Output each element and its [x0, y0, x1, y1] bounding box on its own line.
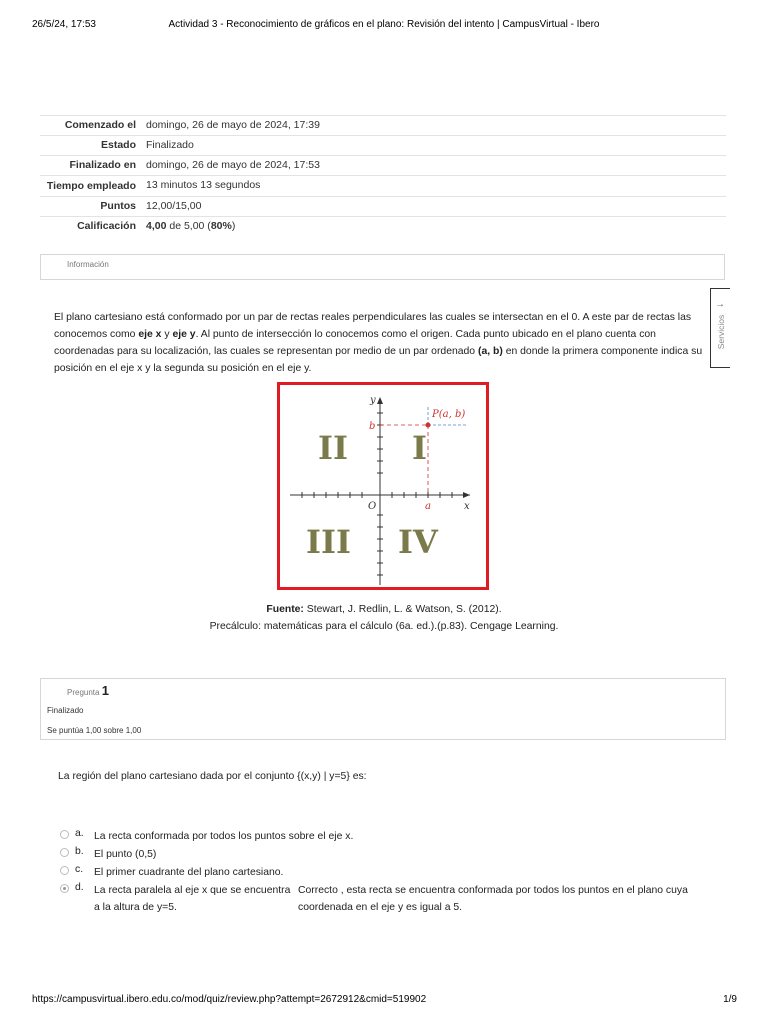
arrow-right-icon: →	[715, 299, 725, 310]
caption-line-2: Precálculo: matemáticas para el cálculo (6a. ed.).(p.83). Cengage Learning.	[209, 621, 559, 632]
summary-value: 13 minutos 13 segundos	[142, 176, 726, 197]
question-info-box	[40, 678, 726, 740]
answer-option-c[interactable]	[60, 864, 720, 882]
answer-feedback: Correcto , esta recta se encuentra conformada por todos los puntos en el plano cuya coordenada en el eje y es igual a 5.	[298, 885, 688, 913]
point-p	[426, 423, 431, 428]
answer-option-d[interactable]	[60, 882, 720, 918]
grade-close: )	[231, 220, 236, 232]
print-url: https://campusvirtual.ibero.edu.co/mod/quiz/review.php?attempt=2672912&cmid=519902	[32, 994, 427, 1005]
summary-key: Tiempo empleado	[40, 176, 142, 197]
services-tab[interactable]	[710, 288, 730, 368]
answer-letter: c.	[75, 864, 84, 875]
question-state: Finalizado	[47, 706, 84, 715]
figure-caption	[0, 601, 768, 635]
summary-row	[40, 176, 726, 197]
x-axis-arrow	[463, 492, 470, 498]
answer-text: El primer cuadrante del plano cartesiano.	[94, 867, 284, 878]
summary-key: Puntos	[40, 197, 142, 217]
answer-option-b[interactable]	[60, 846, 720, 864]
x-axis-label: x	[464, 501, 470, 512]
point-p-label: P(a, b)	[432, 409, 466, 420]
services-label: Servicios	[716, 314, 726, 350]
summary-value-grade	[142, 217, 726, 237]
answer-option-a[interactable]	[60, 828, 720, 846]
summary-key: Estado	[40, 136, 142, 156]
summary-key: Finalizado en	[40, 156, 142, 176]
quadrant-ii-label: II	[318, 429, 348, 467]
summary-row	[40, 217, 726, 237]
grade-percent: 80%	[210, 220, 232, 232]
answer-letter: a.	[75, 828, 84, 839]
print-page-title: Actividad 3 - Reconocimiento de gráficos en el plano: Revisión del intento | CampusVirtual - Ibero	[168, 19, 600, 30]
summary-row	[40, 116, 726, 136]
question-grade: Se puntúa 1,00 sobre 1,00	[47, 726, 142, 735]
summary-row	[40, 197, 726, 217]
caption-line-1: Stewart, J. Redlin, L. & Watson, S. (2012).	[303, 604, 502, 615]
grade-max: de 5,00 (	[166, 220, 211, 232]
answer-text: La recta conformada por todos los puntos sobre el eje x.	[94, 831, 354, 842]
y-axis-label: y	[370, 395, 376, 406]
cartesian-plane-svg	[280, 385, 486, 587]
summary-value: 12,00/15,00	[142, 197, 726, 217]
answer-list	[60, 828, 720, 918]
origin-label: O	[368, 501, 377, 512]
summary-row	[40, 156, 726, 176]
radio-button[interactable]	[60, 830, 69, 839]
answer-text: El punto (0,5)	[94, 849, 157, 860]
quadrant-i-label: I	[412, 429, 427, 467]
information-box	[40, 254, 725, 280]
radio-button[interactable]	[60, 866, 69, 875]
question-number: Pregunta 1	[67, 683, 109, 698]
y-axis-arrow	[377, 397, 383, 404]
attempt-summary-table	[40, 115, 726, 236]
radio-button[interactable]	[60, 848, 69, 857]
answer-letter: d.	[75, 882, 84, 893]
summary-row	[40, 136, 726, 156]
a-label: a	[425, 501, 431, 512]
cartesian-plane-figure	[277, 382, 489, 590]
information-label: Información	[67, 260, 109, 269]
print-page-number: 1/9	[723, 994, 737, 1005]
summary-value: domingo, 26 de mayo de 2024, 17:53	[142, 156, 726, 176]
answer-text: La recta paralela al eje x que se encuentra a la altura de y=5.	[94, 885, 291, 913]
grade-value: 4,00	[146, 220, 167, 232]
summary-key: Comenzado el	[40, 116, 142, 136]
quadrant-iv-label: IV	[398, 523, 438, 561]
quadrant-iii-label: III	[306, 523, 351, 561]
intro-paragraph: El plano cartesiano está conformado por un par de rectas reales perpendiculares las cuales se intersectan en el 0. A este par de rectas las conocemos como eje x y eje y. Al punto de intersección lo conocemos como el origen. Cada punto ubicado en el plano cuenta con coordenadas para su localización, las cuales se representan por medio de un par ordenado (a, b) en donde la primera componente indica su posición en el eje x y la segunda su posición en el eje y.	[54, 312, 703, 374]
print-date: 26/5/24, 17:53	[32, 19, 96, 30]
radio-button-selected[interactable]	[60, 884, 69, 893]
question-text: La región del plano cartesiano dada por el conjunto {(x,y) | y=5} es:	[58, 771, 367, 782]
summary-key: Calificación	[40, 217, 142, 237]
summary-value: Finalizado	[142, 136, 726, 156]
summary-value: domingo, 26 de mayo de 2024, 17:39	[142, 116, 726, 136]
answer-letter: b.	[75, 846, 84, 857]
caption-source-label: Fuente:	[266, 604, 304, 615]
b-label: b	[369, 421, 376, 432]
